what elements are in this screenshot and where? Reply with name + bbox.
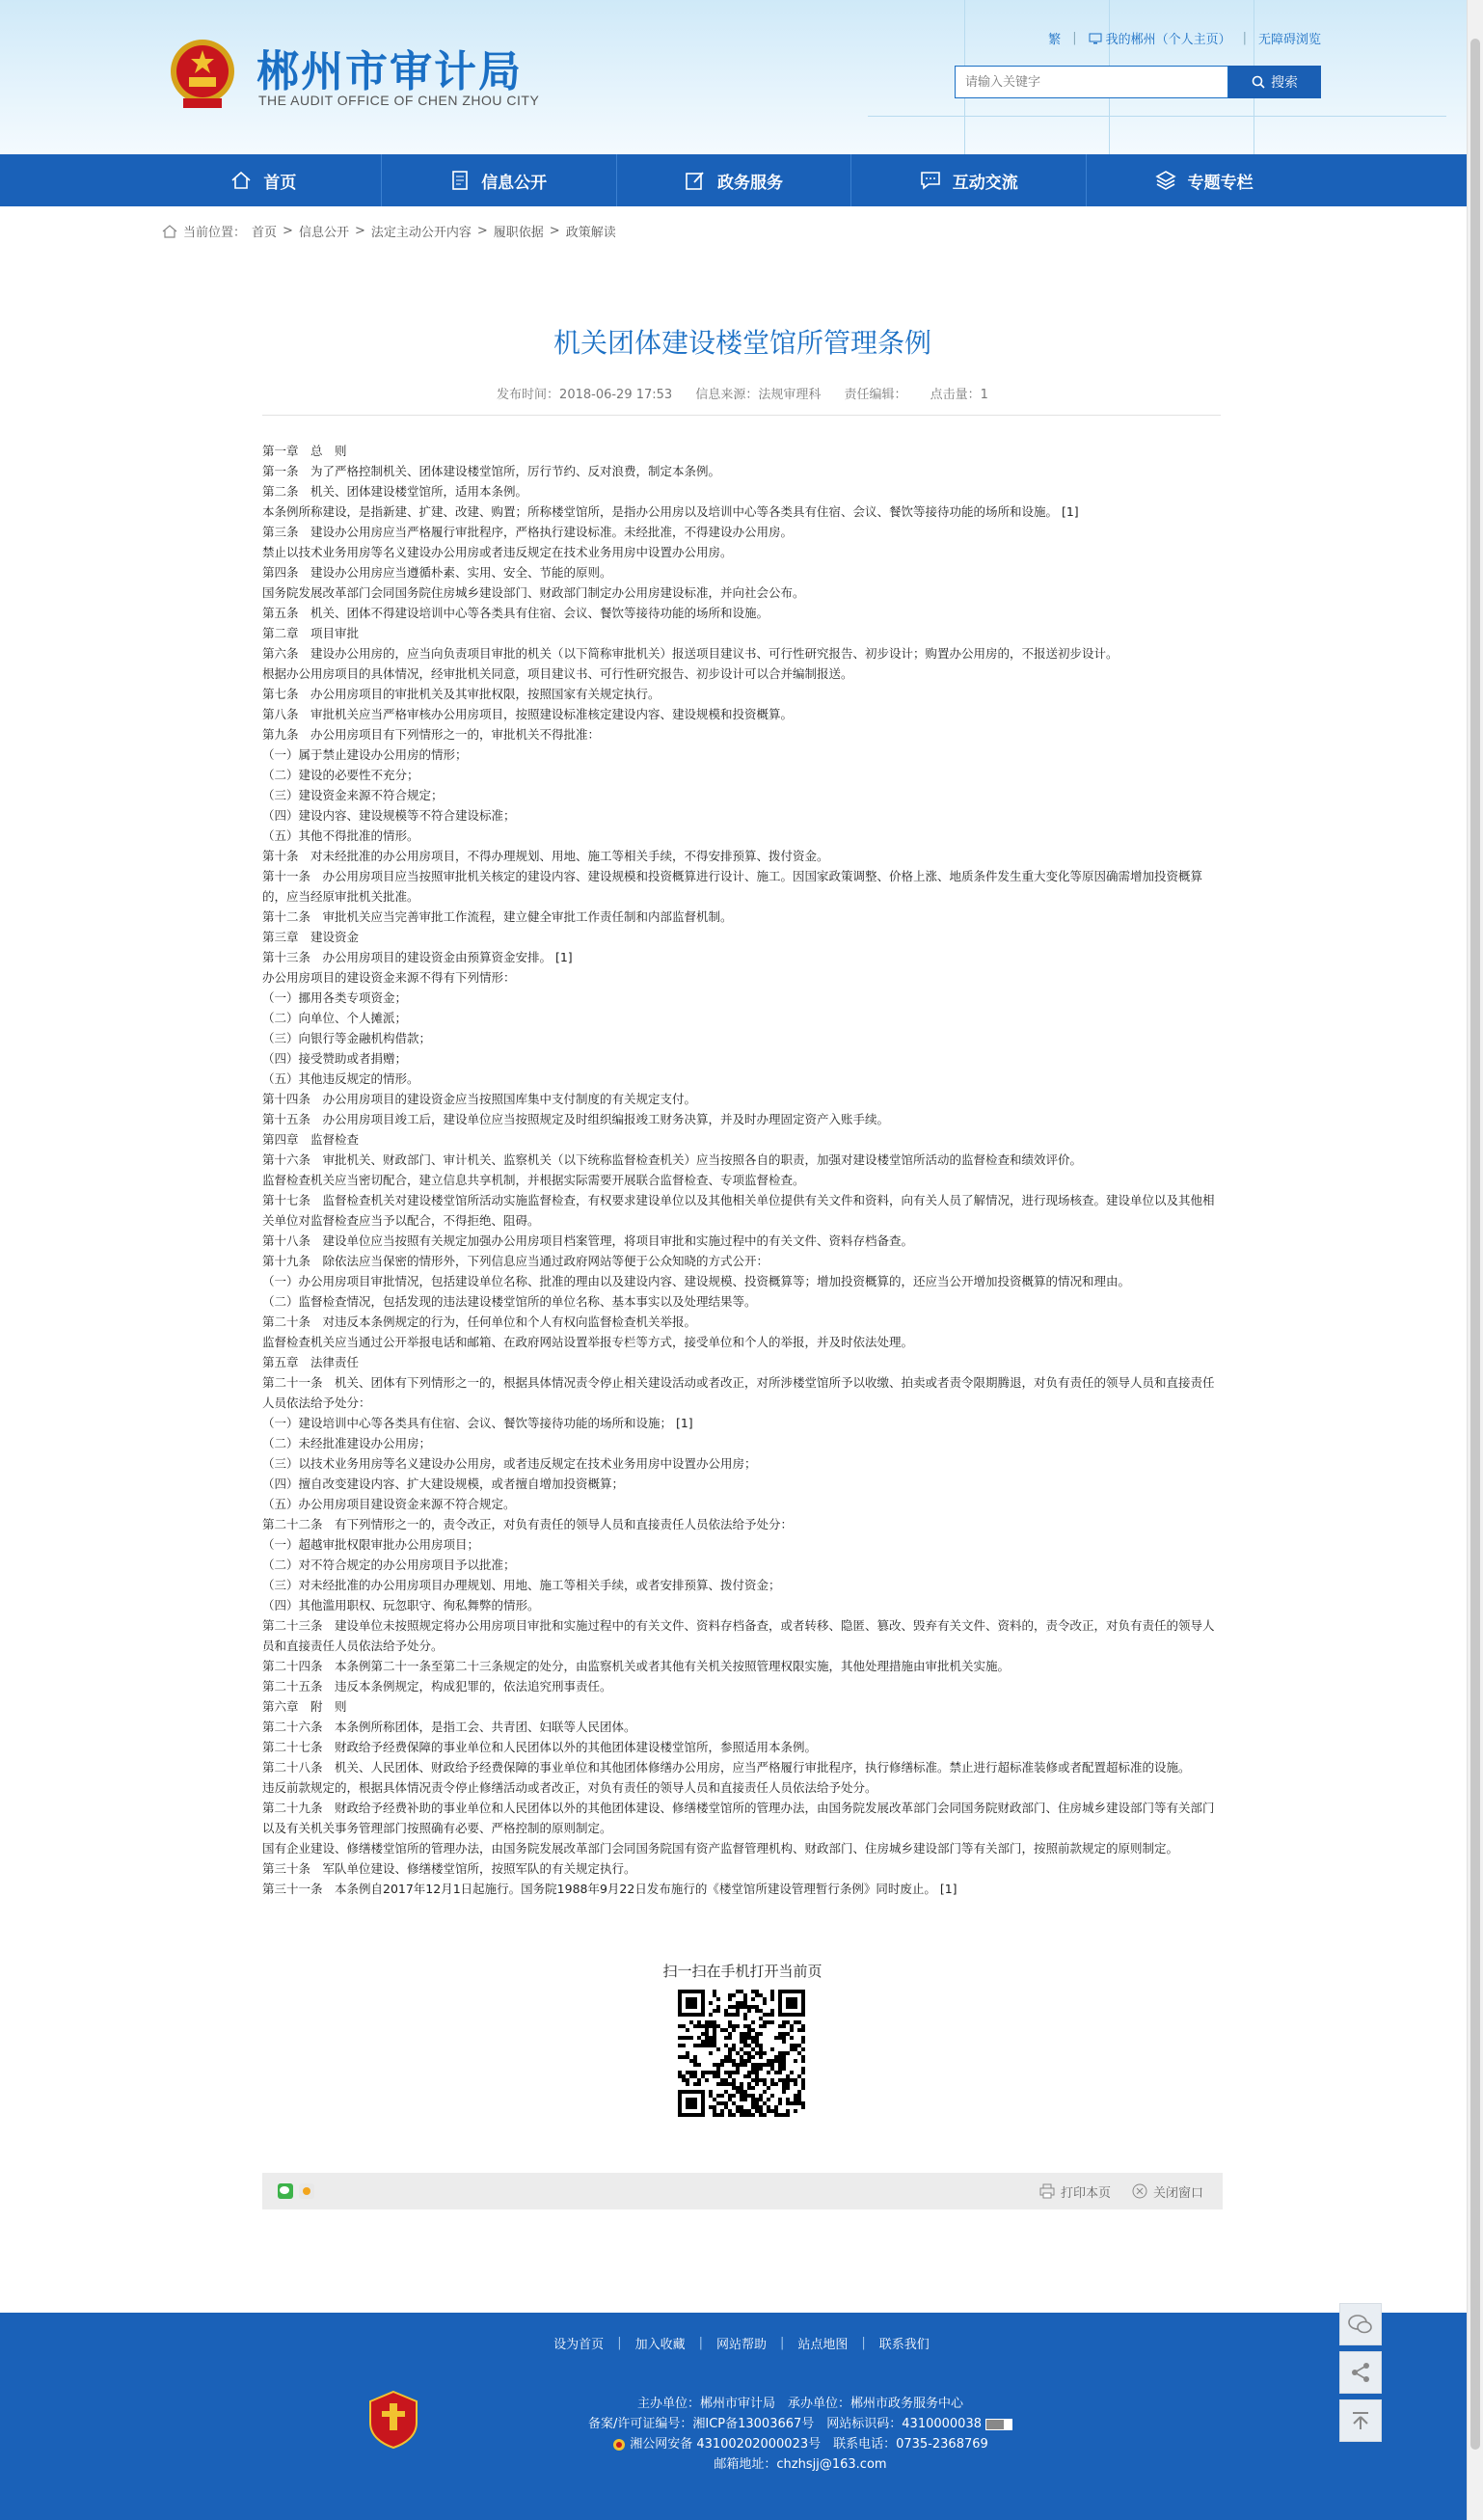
article-paragraph: 第七条 办公用房项目的审批机关及其审批权限，按照国家有关规定执行。 bbox=[262, 687, 661, 701]
layers-icon bbox=[1155, 170, 1176, 191]
article-paragraph: （四）擅自改变建设内容、扩大建设规模，或者擅自增加投资概算； bbox=[262, 1477, 625, 1491]
qzone-icon[interactable] bbox=[299, 2183, 314, 2199]
qr-label: 扫一扫在手机打开当前页 bbox=[662, 1963, 822, 1980]
article-paragraph: （二）建设的必要性不充分； bbox=[262, 768, 419, 782]
site-subtitle: THE AUDIT OFFICE OF CHEN ZHOU CITY bbox=[258, 93, 540, 108]
article-paragraph: 第一条 为了严格控制机关、团体建设楼堂馆所，厉行节约、反对浪费，制定本条例。 bbox=[262, 464, 721, 478]
nav-item-label: 首页 bbox=[263, 173, 297, 193]
wechat-float-button[interactable] bbox=[1339, 2303, 1382, 2345]
article-paragraph: 第三条 建设办公用房应当严格履行审批程序，严格执行建设标准。未经批准，不得建设办公用房。 bbox=[262, 525, 794, 539]
article-paragraph: 第二十四条 本条例第二十一条至第二十三条规定的处分，由监察机关或者其他有关机关按照管理权限实施，其他处理措施由审批机关实施。 bbox=[262, 1659, 1011, 1673]
article-paragraph: （三）向银行等金融机构借款； bbox=[262, 1031, 432, 1045]
article-paragraph: 第四条 建设办公用房应当遵循朴素、实用、安全、节能的原则。 bbox=[262, 565, 612, 580]
article-paragraph: （二）监督检查情况，包括发现的违法建设楼堂馆所的单位名称、基本事实以及处理结果等。 bbox=[262, 1294, 757, 1309]
footer-link-contact[interactable]: 联系我们 bbox=[878, 2338, 930, 2352]
article-paragraph: （四）接受赞助或者捐赠； bbox=[262, 1051, 408, 1066]
footer-icp bbox=[521, 2414, 1080, 2434]
breadcrumb-sep: > bbox=[354, 224, 365, 238]
article-paragraph: （一）建设培训中心等各类具有住宿、会议、餐饮等接待功能的场所和设施； [1] bbox=[262, 1416, 693, 1430]
article-paragraph: 第五章 法律责任 bbox=[262, 1355, 360, 1369]
search-button-label: 搜索 bbox=[1271, 75, 1298, 91]
article-paragraph: 第二十八条 机关、人民团体、财政给予经费保障的事业单位和其他团体修缮办公用房，应当严格履行审批程序，执行修缮标准。禁止进行超标准装修或者配置超标准的设施。 bbox=[262, 1760, 1191, 1775]
my-chenzhou-link[interactable] bbox=[1089, 29, 1231, 47]
article-paragraph: 办公用房项目的建设资金来源不得有下列情形： bbox=[262, 970, 516, 985]
article-paragraph: 第三章 建设资金 bbox=[262, 930, 360, 944]
article-paragraph: 第二十五条 违反本条例规定，构成犯罪的，依法追究刑事责任。 bbox=[262, 1679, 612, 1694]
home-icon bbox=[230, 171, 252, 190]
site-footer bbox=[0, 2313, 1483, 2520]
cnzz-icon[interactable] bbox=[985, 2419, 1012, 2430]
wechat-icon bbox=[1348, 2314, 1373, 2335]
nav-item-label: 互动交流 bbox=[952, 173, 1018, 193]
header-decor bbox=[868, 116, 1446, 117]
article-title: 机关团体建设楼堂馆所管理条例 bbox=[553, 327, 931, 359]
breadcrumb-prefix: 当前位置： bbox=[183, 226, 247, 240]
article-paragraph: 第三十条 军队单位建设、修缮楼堂馆所，按照军队的有关规定执行。 bbox=[262, 1861, 636, 1876]
nav-item-label: 政务服务 bbox=[716, 173, 783, 193]
separator: | bbox=[1072, 31, 1077, 45]
article-paragraph: （三）建设资金来源不符合规定； bbox=[262, 788, 444, 802]
close-label: 关闭窗口 bbox=[1152, 2185, 1203, 2201]
article-toolbar bbox=[262, 2173, 1223, 2209]
breadcrumb bbox=[162, 222, 616, 240]
article-paragraph: （二）对不符合规定的办公用房项目予以批准； bbox=[262, 1558, 516, 1572]
footer-police-text[interactable]: 湘公网安备 43100202000023号 联系电话：0735-2368769 bbox=[630, 2437, 988, 2452]
article-paragraph: 第十四条 办公用房项目的建设资金应当按照国库集中支付制度的有关规定支付。 bbox=[262, 1092, 697, 1106]
home-icon bbox=[162, 225, 177, 238]
article-body bbox=[262, 441, 1223, 1899]
article-paragraph: 监督检查机关应当密切配合，建立信息共享机制，并根据实际需要开展联合监督检查、专项监督检查。 bbox=[262, 1173, 805, 1187]
article-paragraph: （一）属于禁止建设办公用房的情形； bbox=[262, 747, 468, 762]
article-paragraph: 第二十九条 财政给予经费补助的事业单位和人民团体以外的其他团体建设、修缮楼堂馆所的管理办法，由国务院发展改革部门会同国务院财政部门、住房城乡建设部门等有关部门以及有关机关事务管理部门按照确有必要、严格控制的原则制定。 bbox=[262, 1801, 1215, 1835]
breadcrumb-info-disclosure[interactable]: 信息公开 bbox=[298, 226, 349, 240]
footer-icp-text[interactable]: 备案/许可证编号：湘ICP备13003667号 网站标识码：4310000038 bbox=[587, 2417, 982, 2431]
article-paragraph: 第十五条 办公用房项目竣工后，建设单位应当按照规定及时组织编报竣工财务决算，并及时办理固定资产入账手续。 bbox=[262, 1112, 890, 1126]
print-label: 打印本页 bbox=[1060, 2185, 1111, 2201]
breadcrumb-policy-interpretation[interactable]: 政策解读 bbox=[565, 226, 616, 240]
article-paragraph: （五）其他不得批准的情形。 bbox=[262, 828, 419, 843]
share-float-button[interactable] bbox=[1339, 2351, 1382, 2394]
divider bbox=[262, 415, 1221, 416]
arrow-up-icon bbox=[1350, 2410, 1371, 2431]
back-to-top-button[interactable] bbox=[1339, 2399, 1382, 2442]
nav-item-gov-service[interactable] bbox=[616, 154, 851, 206]
footer-link-bookmark[interactable]: 加入收藏 bbox=[634, 2338, 686, 2352]
article-paragraph: 第二十六条 本条例所称团体，是指工会、共青团、妇联等人民团体。 bbox=[262, 1720, 636, 1734]
national-emblem-icon bbox=[168, 37, 237, 112]
article-paragraph: 第十八条 建设单位应当按照有关规定加强办公用房项目档案管理，将项目审批和实施过程中的有关文件、资料存档备查。 bbox=[262, 1233, 914, 1248]
footer-link-help[interactable]: 网站帮助 bbox=[715, 2338, 767, 2352]
article-paragraph: （四）建设内容、建设规模等不符合建设标准； bbox=[262, 808, 516, 823]
info-source: 信息来源：法规审理科 bbox=[695, 388, 822, 402]
monitor-icon bbox=[1089, 33, 1102, 44]
article-paragraph: 第十二条 审批机关应当完善审批工作流程，建立健全审批工作责任制和内部监督机制。 bbox=[262, 909, 733, 924]
search-button[interactable] bbox=[1228, 66, 1321, 98]
article-paragraph: 根据办公用房项目的具体情况，经审批机关同意，项目建议书、可行性研究报告、初步设计可以合并编制报送。 bbox=[262, 666, 853, 681]
my-chenzhou-label: 我的郴州（个人主页） bbox=[1105, 33, 1231, 47]
footer-links bbox=[0, 2334, 1483, 2352]
top-links bbox=[1048, 29, 1321, 47]
police-badge-icon bbox=[612, 2438, 626, 2452]
qr-code bbox=[678, 1990, 805, 2117]
article-paragraph: （二）未经批准建设办公用房； bbox=[262, 1436, 432, 1450]
article-paragraph: 本条例所称建设，是指新建、扩建、改建、购置；所称楼堂馆所，是指办公用房以及培训中心等各类具有住宿、会议、餐饮等接待功能的场所和设施。 [1] bbox=[262, 504, 1079, 519]
main-nav bbox=[0, 154, 1483, 206]
share-icon bbox=[1350, 2362, 1371, 2383]
footer-email: 邮箱地址：chzhsjj@163.com bbox=[714, 2457, 887, 2472]
article-paragraph: 禁止以技术业务用房等名义建设办公用房或者违反规定在技术业务用房中设置办公用房。 bbox=[262, 545, 733, 559]
article-paragraph: 违反前款规定的，根据具体情况责令停止修缮活动或者改正，对负有责任的领导人员和直接责任人员依法给予处分。 bbox=[262, 1780, 877, 1795]
article-paragraph: 国有企业建设、修缮楼堂馆所的管理办法，由国务院发展改革部门会同国务院国有资产监督管理机构、财政部门、住房城乡建设部门等有关部门，按照前款规定的原则制定。 bbox=[262, 1841, 1179, 1856]
article-paragraph: 第十条 对未经批准的办公用房项目，不得办理规划、用地、施工等相关手续，不得安排预算、拨付资金。 bbox=[262, 849, 829, 863]
article-paragraph: 第三十一条 本条例自2017年12月1日起施行。国务院1988年9月22日发布施行的《楼堂馆所建设管理暂行条例》同时废止。 [1] bbox=[262, 1882, 957, 1896]
article-paragraph: 第二十条 对违反本条例规定的行为，任何单位和个人有权向监督检查机关举报。 bbox=[262, 1314, 697, 1329]
traditional-chinese-link[interactable]: 繁 bbox=[1048, 33, 1062, 47]
separator: | bbox=[861, 2336, 866, 2350]
article-paragraph: 第二十七条 财政给予经费保障的事业单位和人民团体以外的其他团体建设楼堂馆所，参照适用本条例。 bbox=[262, 1740, 818, 1754]
publish-time: 发布时间：2018-06-29 17:53 bbox=[497, 388, 673, 402]
article-paragraph: 第十六条 审批机关、财政部门、审计机关、监察机关（以下统称监督检查机关）应当按照各自的职责，加强对建设楼堂馆所活动的监督检查和绩效评价。 bbox=[262, 1152, 1083, 1167]
nav-item-interaction[interactable] bbox=[850, 154, 1086, 206]
search-bar bbox=[955, 66, 1321, 98]
share-icons bbox=[278, 2183, 314, 2199]
accessibility-link[interactable]: 无障碍浏览 bbox=[1257, 33, 1321, 47]
scrollbar[interactable] bbox=[1467, 0, 1483, 2520]
side-tools bbox=[1339, 2303, 1382, 2448]
article-paragraph: （二）向单位、个人摊派； bbox=[262, 1011, 408, 1025]
article-paragraph: 第八条 审批机关应当严格审核办公用房项目，按照建设标准核定建设内容、建设规模和投资概算。 bbox=[262, 707, 794, 721]
article-paragraph: （三）对未经批准的办公用房项目办理规划、用地、施工等相关手续，或者安排预算、拨付资金； bbox=[262, 1578, 781, 1592]
editor: 责任编辑： bbox=[844, 388, 907, 402]
article-paragraph: （五）其他违反规定的情形。 bbox=[262, 1071, 419, 1086]
article-paragraph: （五）办公用房项目建设资金来源不符合规定。 bbox=[262, 1497, 516, 1511]
article-paragraph: 第十九条 除依法应当保密的情形外，下列信息应当通过政府网站等便于公众知晓的方式公开： bbox=[262, 1254, 769, 1268]
article-paragraph: 第六章 附 则 bbox=[262, 1699, 347, 1714]
footer-police bbox=[521, 2434, 1080, 2454]
article-paragraph: 第六条 建设办公用房的，应当向负责项目审批的机关（以下简称审批机关）报送项目建议书、可行性研究报告、初步设计；购置办公用房的，不报送初步设计。 bbox=[262, 646, 1119, 661]
close-icon bbox=[1132, 2183, 1147, 2199]
article-paragraph: 第九条 办公用房项目有下列情形之一的，审批机关不得批准： bbox=[262, 727, 601, 742]
nav-item-info-disclosure[interactable] bbox=[381, 154, 616, 206]
search-input[interactable] bbox=[955, 66, 1228, 98]
article-paragraph: 监督检查机关应当通过公开举报电话和邮箱、在政府网站设置举报专栏等方式，接受单位和个人的举报，并及时依法处理。 bbox=[262, 1335, 914, 1349]
site-title[interactable]: 郴州市审计局 bbox=[256, 47, 523, 96]
article-paragraph: 第十七条 监督检查机关对建设楼堂馆所活动实施监督检查，有权要求建设单位以及其他相关单位提供有关文件和资料，向有关人员了解情况，进行现场核查。建设单位以及其他相关单位对监督检查应当予以配合，不得拒绝、阻碍。 bbox=[262, 1193, 1215, 1228]
click-count: 点击量：1 bbox=[930, 388, 988, 402]
nav-item-label: 信息公开 bbox=[481, 173, 548, 193]
separator: | bbox=[780, 2336, 785, 2350]
article-paragraph: （四）其他滥用职权、玩忽职守、徇私舞弊的情形。 bbox=[262, 1598, 540, 1612]
article-paragraph: （一）超越审批权限审批办公用房项目； bbox=[262, 1537, 480, 1552]
edit-icon bbox=[685, 170, 706, 191]
footer-organizer: 主办单位：郴州市审计局 承办单位：郴州市政务服务中心 bbox=[636, 2397, 963, 2411]
article-paragraph: 第二条 机关、团体建设楼堂馆所，适用本条例。 bbox=[262, 484, 528, 499]
article-meta bbox=[260, 384, 1225, 402]
article-paragraph: 第一章 总 则 bbox=[262, 444, 347, 458]
breadcrumb-sep: > bbox=[549, 224, 560, 238]
breadcrumb-duty-basis[interactable]: 履职依据 bbox=[493, 226, 544, 240]
article-paragraph: （一）办公用房项目审批情况，包括建设单位名称、批准的理由以及建设内容、建设规模、投资概算等；增加投资概算的，还应当公开增加投资概算的情况和理由。 bbox=[262, 1274, 1131, 1288]
separator: | bbox=[698, 2336, 703, 2350]
article-paragraph: 第二十二条 有下列情形之一的，责令改正，对负有责任的领导人员和直接责任人员依法给予处分： bbox=[262, 1517, 794, 1531]
close-window-button[interactable] bbox=[1132, 2182, 1203, 2201]
breadcrumb-sep: > bbox=[476, 224, 488, 238]
scrollbar-thumb[interactable] bbox=[1470, 39, 1480, 2450]
footer-link-sitemap[interactable]: 站点地图 bbox=[797, 2338, 849, 2352]
wechat-icon[interactable] bbox=[278, 2183, 293, 2199]
article-paragraph: 国务院发展改革部门会同国务院住房城乡建设部门、财政部门制定办公用房建设标准，并向社会公布。 bbox=[262, 585, 805, 600]
site-header bbox=[0, 0, 1483, 154]
article-paragraph: （一）挪用各类专项资金； bbox=[262, 990, 408, 1005]
gov-finder-badge-icon[interactable] bbox=[366, 2390, 420, 2450]
separator: | bbox=[617, 2336, 622, 2350]
article-paragraph: 第二章 项目审批 bbox=[262, 626, 360, 640]
separator: | bbox=[1242, 31, 1247, 45]
nav-item-home[interactable] bbox=[147, 154, 381, 206]
article-paragraph: 第二十三条 建设单位未按照规定将办公用房项目审批和实施过程中的有关文件、资料存档备查，或者转移、隐匿、篡改、毁弃有关文件、资料的，责令改正，对负有责任的领导人员和直接责任人员依法给予处分。 bbox=[262, 1618, 1215, 1653]
breadcrumb-sep: > bbox=[283, 224, 293, 238]
article-paragraph: 第五条 机关、团体不得建设培训中心等各类具有住宿、会议、餐饮等接待功能的场所和设施。 bbox=[262, 606, 769, 620]
print-button[interactable] bbox=[1039, 2182, 1111, 2201]
article-paragraph: 第四章 监督检查 bbox=[262, 1132, 360, 1147]
article-paragraph: 第二十一条 机关、团体有下列情形之一的，根据具体情况责令停止相关建设活动或者改正，对所涉楼堂馆所予以收缴、拍卖或者责令限期腾退，对负有责任的领导人员和直接责任人员依法给予处分： bbox=[262, 1375, 1215, 1410]
search-icon bbox=[1252, 75, 1265, 89]
nav-item-special-topics[interactable] bbox=[1086, 154, 1321, 206]
footer-link-homepage[interactable]: 设为首页 bbox=[553, 2338, 605, 2352]
printer-icon bbox=[1039, 2183, 1055, 2199]
breadcrumb-statutory-content[interactable]: 法定主动公开内容 bbox=[370, 226, 472, 240]
article-paragraph: （三）以技术业务用房等名义建设办公用房，或者违反规定在技术业务用房中设置办公用房； bbox=[262, 1456, 757, 1471]
chat-icon bbox=[920, 171, 941, 190]
document-icon bbox=[450, 170, 470, 191]
article-paragraph: 第十三条 办公用房项目的建设资金由预算资金安排。 [1] bbox=[262, 950, 573, 964]
nav-item-label: 专题专栏 bbox=[1187, 173, 1254, 193]
footer-info bbox=[521, 2394, 1080, 2475]
breadcrumb-home[interactable]: 首页 bbox=[252, 226, 278, 240]
article-paragraph: 第十一条 办公用房项目应当按照审批机关核定的建设内容、建设规模和投资概算进行设计、施工。因国家政策调整、价格上涨、地质条件发生重大变化等原因确需增加投资概算的，应当经原审批机关批准。 bbox=[262, 869, 1203, 904]
